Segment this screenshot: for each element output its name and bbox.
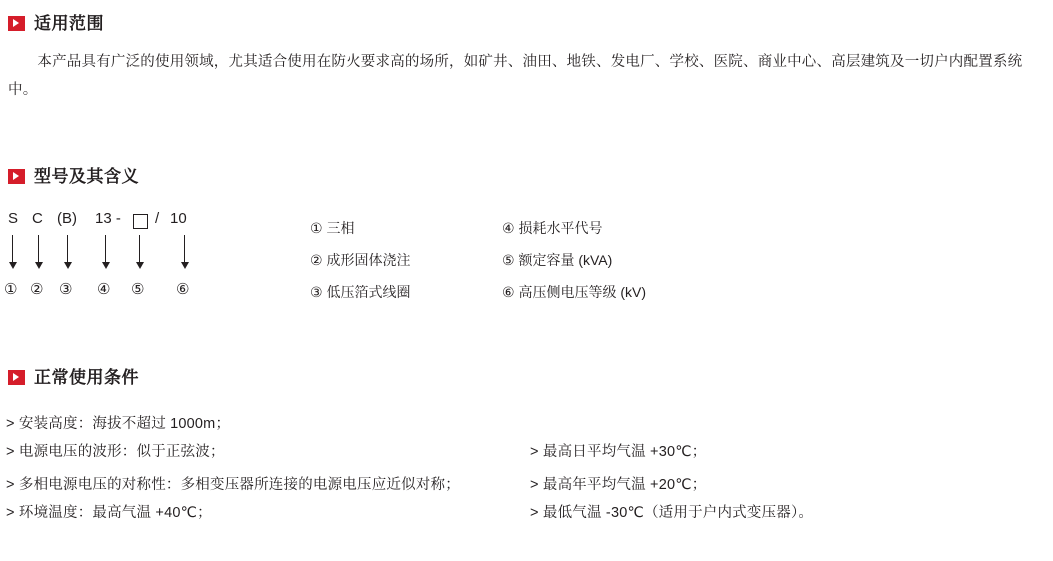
code-arrow-6 bbox=[184, 235, 185, 263]
condition-left-1: > 安装高度：海拔不超过 1000m； bbox=[6, 416, 231, 432]
code-token-10: 10 bbox=[170, 210, 187, 227]
code-marker-6: ⑥ bbox=[176, 281, 190, 298]
condition-left-4: > 环境温度：最高气温 +40℃； bbox=[6, 505, 212, 521]
code-arrow-4 bbox=[105, 235, 106, 263]
play-marker-icon bbox=[8, 370, 25, 385]
condition-right-2: > 最高年平均气温 +20℃； bbox=[530, 477, 707, 493]
code-token-13: 13 - bbox=[95, 210, 121, 227]
model-legend-right bbox=[502, 212, 646, 308]
play-marker-icon bbox=[8, 16, 25, 31]
code-marker-4: ④ bbox=[97, 281, 111, 298]
code-arrow-1 bbox=[12, 235, 13, 263]
condition-right-1: > 最高日平均气温 +30℃； bbox=[530, 444, 707, 460]
code-arrow-2 bbox=[38, 235, 39, 263]
legend-item: ④ 损耗水平代号 bbox=[502, 220, 603, 236]
code-token-c: C bbox=[32, 210, 43, 227]
section-heading-model bbox=[8, 168, 139, 185]
legend-item: ⑥ 高压侧电压等级 (kV) bbox=[502, 284, 646, 300]
scope-paragraph: 本产品具有广泛的使用领域，尤其适合使用在防火要求高的场所，如矿井、油田、地铁、发电厂、学校、医院、商业中心、高层建筑及一切户内配置系统中。 bbox=[8, 54, 1023, 98]
section-heading-conditions bbox=[8, 369, 139, 386]
code-arrow-5 bbox=[139, 235, 140, 263]
condition-right-3: > 最低气温 -30℃（适用于户内式变压器）。 bbox=[530, 505, 814, 521]
section-title: 型号及其含义 bbox=[34, 167, 139, 186]
section-title: 正常使用条件 bbox=[34, 368, 139, 387]
code-token-b: (B) bbox=[57, 210, 77, 227]
code-empty-box bbox=[133, 214, 148, 229]
code-token-slash: / bbox=[155, 210, 160, 227]
play-marker-icon bbox=[8, 169, 25, 184]
code-marker-3: ③ bbox=[59, 281, 73, 298]
code-arrow-3 bbox=[67, 235, 68, 263]
legend-item: ② 成形固体浇注 bbox=[310, 252, 411, 268]
condition-left-3: > 多相电源电压的对称性：多相变压器所连接的电源电压应近似对称； bbox=[6, 477, 460, 493]
code-marker-2: ② bbox=[30, 281, 44, 298]
code-marker-5: ⑤ bbox=[131, 281, 145, 298]
condition-left-2: > 电源电压的波形：似于正弦波； bbox=[6, 444, 225, 460]
model-legend-left bbox=[310, 212, 410, 308]
section-title: 适用范围 bbox=[34, 14, 104, 33]
section-heading-scope bbox=[8, 15, 104, 32]
legend-item: ③ 低压箔式线圈 bbox=[310, 284, 411, 300]
code-marker-1: ① bbox=[4, 281, 18, 298]
legend-item: ① 三相 bbox=[310, 220, 355, 236]
legend-item: ⑤ 额定容量 (kVA) bbox=[502, 252, 613, 268]
code-token-s: S bbox=[8, 210, 19, 227]
